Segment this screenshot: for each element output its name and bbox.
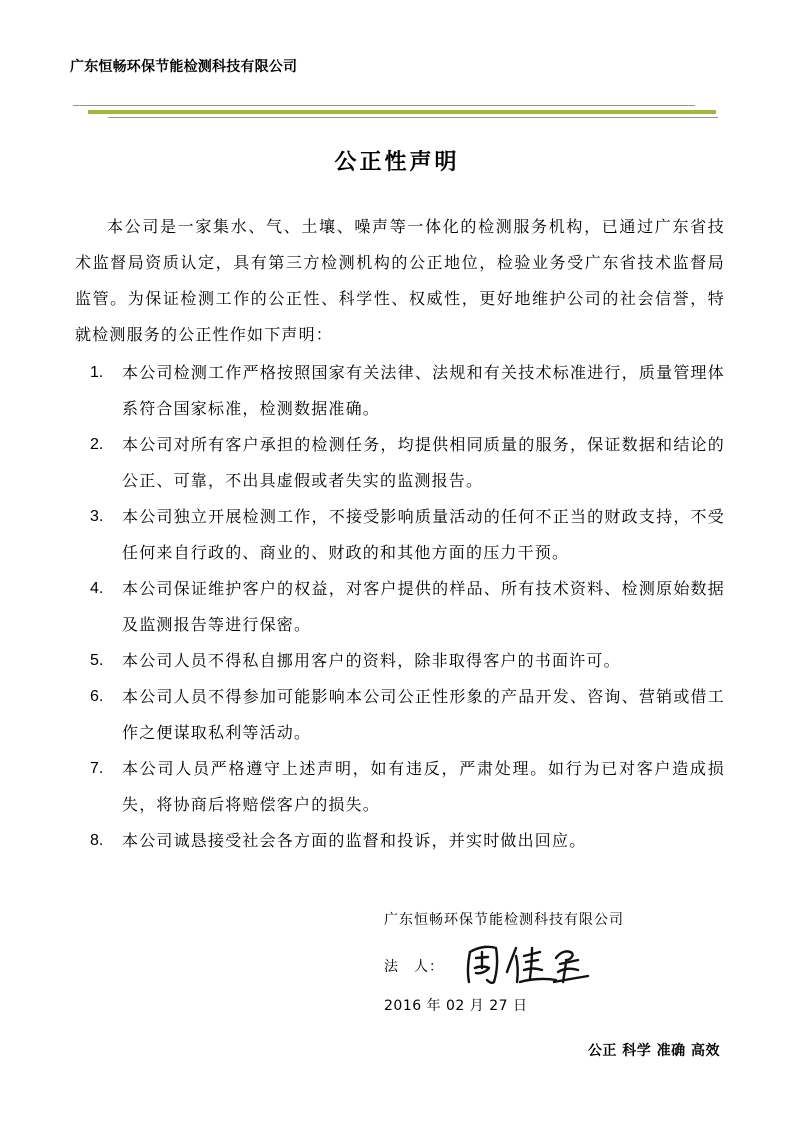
clause-item <box>75 355 725 427</box>
clause-list <box>75 355 725 859</box>
clause-item <box>75 823 725 859</box>
clause-text: 本公司独立开展检测工作，不接受影响质量活动的任何不正当的财政支持，不受任何来自行政的、商业的、财政的和其他方面的压力干预。 <box>122 507 725 562</box>
signature-date: 2016 年 02 月 27 日 <box>384 998 528 1014</box>
document-title: 公正性声明 <box>334 149 460 175</box>
clause-text: 本公司人员不得参加可能影响本公司公正性形象的产品开发、咨询、营销或借工作之便谋取私利等活动。 <box>122 687 725 742</box>
signature-company-name: 广东恒畅环保节能检测科技有限公司 <box>384 912 624 928</box>
handwritten-signature <box>460 938 595 986</box>
clause-number: 4. <box>90 580 104 597</box>
clause-text: 本公司检测工作严格按照国家有关法律、法规和有关技术标准进行，质量管理体系符合国家标准，检测数据准确。 <box>122 363 725 418</box>
clause-text: 本公司保证维护客户的权益，对客户提供的样品、所有技术资料、检测原始数据及监测报告等进行保密。 <box>122 579 725 634</box>
intro-paragraph: 本公司是一家集水、气、土壤、噪声等一体化的检测服务机构，已通过广东省技术监督局资质认定，具有第三方检测机构的公正地位，检验业务受广东省技术监督局监管。为保证检测工作的公正性、科学性、权威性，更好地维护公司的社会信誉，特就检测服务的公正性作如下声明： <box>75 217 725 344</box>
clause-item <box>75 571 725 643</box>
clause-item <box>75 643 725 679</box>
header-rule-blue-top <box>73 105 695 106</box>
clause-number: 6. <box>90 688 104 705</box>
clause-text: 本公司对所有客户承担的检测任务，均提供相同质量的服务，保证数据和结论的公正、可靠，不出具虚假或者失实的监测报告。 <box>122 435 725 490</box>
clause-text: 本公司人员严格遵守上述声明，如有违反，严肃处理。如行为已对客户造成损失，将协商后将赔偿客户的损失。 <box>122 759 725 814</box>
clause-number: 8. <box>90 832 104 849</box>
clause-text: 本公司诚恳接受社会各方面的监督和投诉，并实时做出回应。 <box>122 831 587 850</box>
clause-item <box>75 427 725 499</box>
clause-number: 2. <box>90 436 104 453</box>
header-company-name: 广东恒畅环保节能检测科技有限公司 <box>70 59 298 75</box>
clause-number: 1. <box>90 364 104 381</box>
clause-number: 5. <box>90 652 104 669</box>
clause-text: 本公司人员不得私自挪用客户的资料，除非取得客户的书面许可。 <box>122 651 621 670</box>
header-rule-blue-bottom <box>108 117 718 118</box>
clause-number: 7. <box>90 760 104 777</box>
legal-representative-label: 法 人： <box>384 959 444 975</box>
clause-item <box>75 499 725 571</box>
clause-item <box>75 751 725 823</box>
clause-number: 3. <box>90 508 104 525</box>
footer-slogan: 公正 科学 准确 高效 <box>587 1043 720 1059</box>
clause-item <box>75 679 725 751</box>
header-rule-green <box>88 110 716 114</box>
